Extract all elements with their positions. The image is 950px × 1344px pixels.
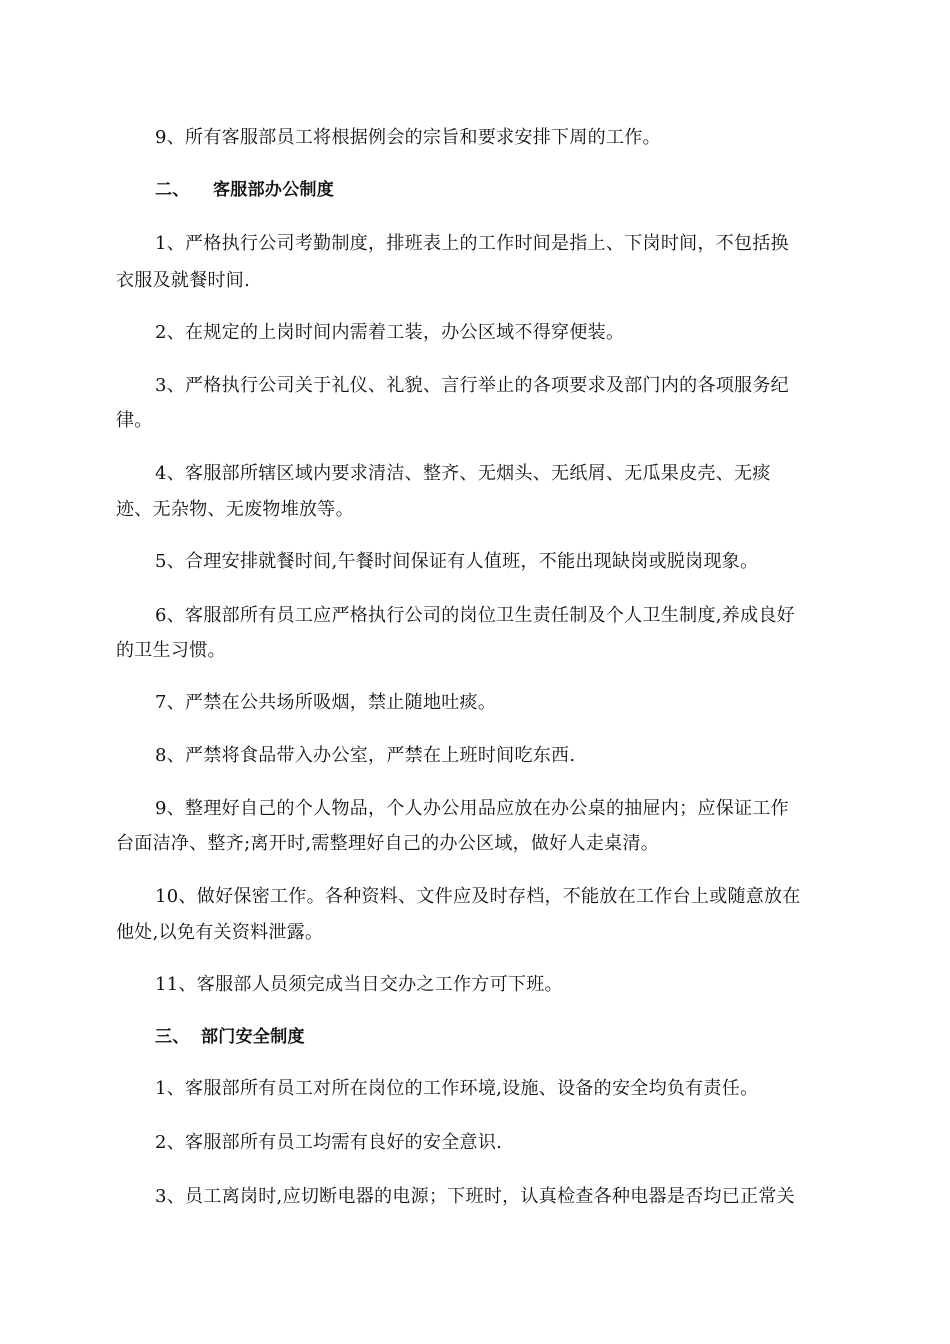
paragraph-line: 1、严格执行公司考勤制度，排班表上的工作时间是指上、下岗时间，不包括换 [155,233,789,254]
paragraph-line: 的卫生习惯。 [116,640,226,661]
paragraph-line: 4、客服部所辖区域内要求清洁、整齐、无烟头、无纸屑、无瓜果皮壳、无痰 [155,463,771,484]
section-title: 部门安全制度 [201,1027,305,1047]
paragraph-line: 9、所有客服部员工将根据例会的宗旨和要求安排下周的工作。 [155,127,661,148]
section-title: 客服部办公制度 [213,180,335,200]
section-heading [155,1018,875,1056]
paragraph-line: 3、员工离岗时,应切断电器的电源；下班时，认真检查各种电器是否均已正常关 [155,1186,795,1207]
paragraph-line: 3、严格执行公司关于礼仪、礼貌、言行举止的各项要求及部门内的各项服务纪 [155,375,789,396]
section-heading [155,171,875,209]
paragraph-line: 8、严禁将食品带入办公室，严禁在上班时间吃东西. [155,745,576,766]
paragraph-line: 他处,以免有关资料泄露。 [116,922,324,943]
paragraph-line: 2、在规定的上岗时间内需着工装，办公区域不得穿便装。 [155,322,625,343]
paragraph-line: 6、客服部所有员工应严格执行公司的岗位卫生责任制及个人卫生制度,养成良好 [155,605,795,626]
paragraph-line: 台面洁净、整齐;离开时,需整理好自己的办公区域，做好人走桌清。 [116,833,660,854]
paragraph-line: 11、客服部人员须完成当日交办之工作方可下班。 [155,974,563,995]
paragraph-line: 9、整理好自己的个人物品，个人办公用品应放在办公桌的抽屉内；应保证工作 [155,798,789,819]
paragraph-line: 迹、无杂物、无废物堆放等。 [116,499,354,520]
section-number: 三、 [155,1027,190,1047]
paragraph-line: 5、合理安排就餐时间,午餐时间保证有人值班，不能出现缺岗或脱岗现象。 [155,551,759,572]
paragraph-line: 1、客服部所有员工对所在岗位的工作环境,设施、设备的安全均负有责任。 [155,1078,759,1099]
paragraph-line: 10、做好保密工作。各种资料、文件应及时存档，不能放在工作台上或随意放在 [155,886,801,907]
section-number: 二、 [155,180,190,200]
paragraph-line: 律。 [116,410,153,431]
paragraph-line: 2、客服部所有员工均需有良好的安全意识. [155,1132,503,1153]
paragraph-line: 7、严禁在公共场所吸烟，禁止随地吐痰。 [155,692,497,713]
paragraph-line: 衣服及就餐时间. [116,270,251,291]
